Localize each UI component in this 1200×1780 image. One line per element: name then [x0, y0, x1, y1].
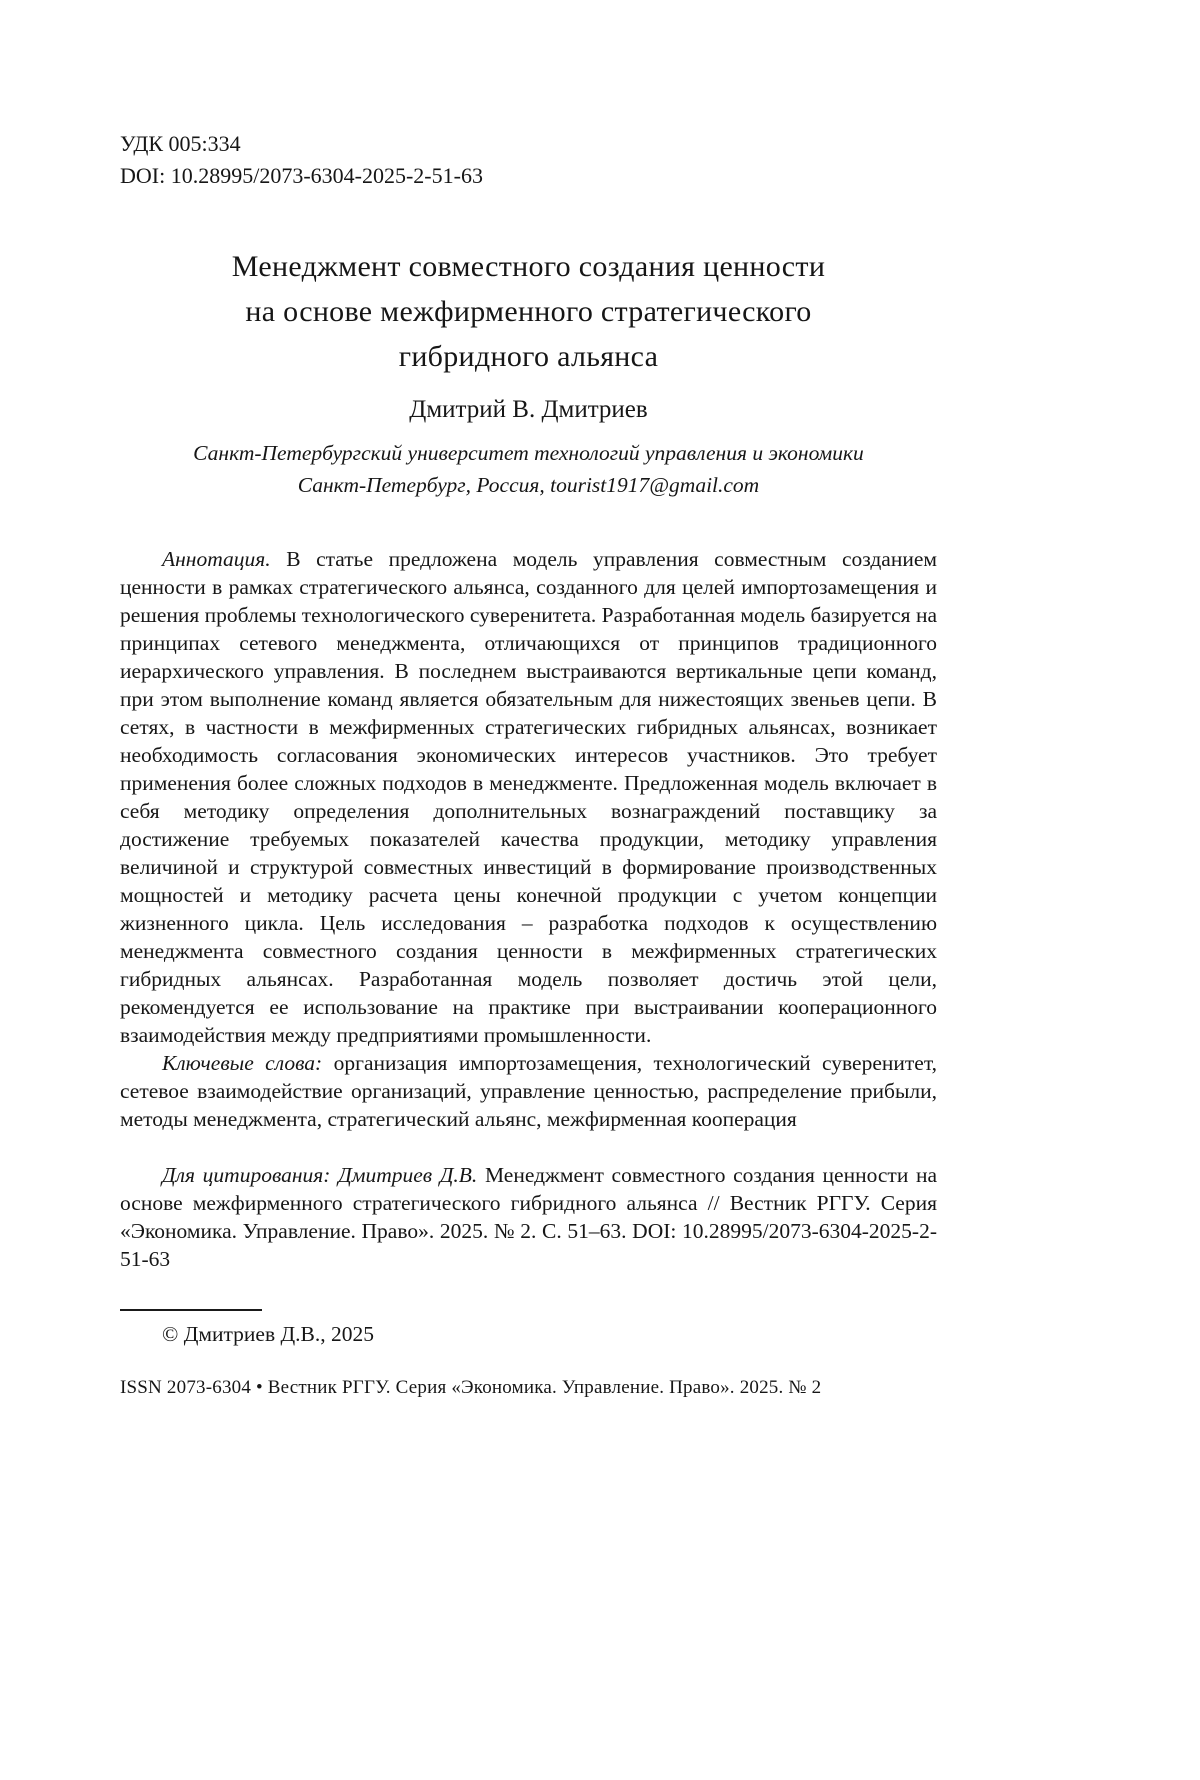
- copyright-notice: © Дмитриев Д.В., 2025: [162, 1322, 374, 1346]
- abstract-text: В статье предложена модель управления совместным созданием ценности в рамках стратегического альянса, созданного для целей импортозамещения и решения проблемы технологического суверенитета. Разработанная модель базируется на принципах сетевого менеджмента, отличающихся от принципов традиционного иерархического управления. В последнем выстраиваются вертикальные цепи команд, при этом выполнение команд является обязательным для нижестоящих звеньев цепи. В сетях, в частности в межфирменных стратегических гибридных альянсах, возникает необходимость согласования экономических интересов участников. Это требует применения более сложных подходов в менеджменте. Предложенная модель включает в себя методику определения дополнительных вознаграждений поставщику за достижение требуемых показателей качества продукции, методику управления величиной и структурой совместных инвестиций в формирование производственных мощностей и методику расчета цены конечной продукции с учетом концепции жизненного цикла. Цель исследования – разработка подходов к осуществлению менеджмента совместного создания ценности в межфирменных стратегических гибридных альянсах. Разработанная модель позволяет достичь этой цели, рекомендуется ее использование на практике при выстраивании кооперационного взаимодействия между предприятиями промышленности.: [120, 547, 938, 1047]
- affiliation-contact: Санкт-Петербург, Россия, tourist1917@gmail.com: [297, 473, 760, 497]
- copyright-block: [120, 1309, 937, 1348]
- author-affiliation: [120, 437, 937, 501]
- citation-paragraph: [120, 1161, 937, 1273]
- affiliation-organization: Санкт-Петербургский университет технологий управления и экономики: [193, 441, 864, 465]
- article-title-line: Менеджмент совместного создания ценности: [231, 250, 826, 283]
- citation-label: Для цитирования:: [162, 1163, 331, 1187]
- article-meta: [120, 128, 937, 192]
- keywords-label: Ключевые слова:: [162, 1051, 323, 1075]
- article-title-line: на основе межфирменного стратегического: [245, 295, 812, 328]
- footnote-rule: [120, 1309, 262, 1311]
- article-title: [120, 244, 937, 379]
- citation-text: Менеджмент совместного создания ценности на основе межфирменного стратегического гибридного альянса // Вестник РГГУ. Серия «Экономика. Управление. Право». 2025. № 2. С. 51–63. DOI: 10.28995/2073-6304-2025-2-51-63: [120, 1163, 937, 1271]
- keywords-text: организация импортозамещения, технологический суверенитет, сетевое взаимодействие организаций, управление ценностью, распределение прибыли, методы менеджмента, стратегический альянс, межфирменная кооперация: [120, 1051, 937, 1131]
- citation-authors: Дмитриев Д.В.: [338, 1163, 478, 1187]
- keywords-paragraph: [120, 1049, 937, 1133]
- article-title-line: гибридного альянса: [398, 340, 659, 373]
- journal-footer: ISSN 2073-6304 • Вестник РГГУ. Серия «Экономика. Управление. Право». 2025. № 2: [120, 1377, 822, 1398]
- abstract-paragraph: [120, 545, 937, 1049]
- author-name: Дмитрий В. Дмитриев: [409, 396, 648, 423]
- doi-code: DOI: 10.28995/2073-6304-2025-2-51-63: [120, 163, 483, 188]
- udc-code: УДК 005:334: [120, 131, 241, 156]
- abstract-label: Аннотация.: [162, 547, 271, 571]
